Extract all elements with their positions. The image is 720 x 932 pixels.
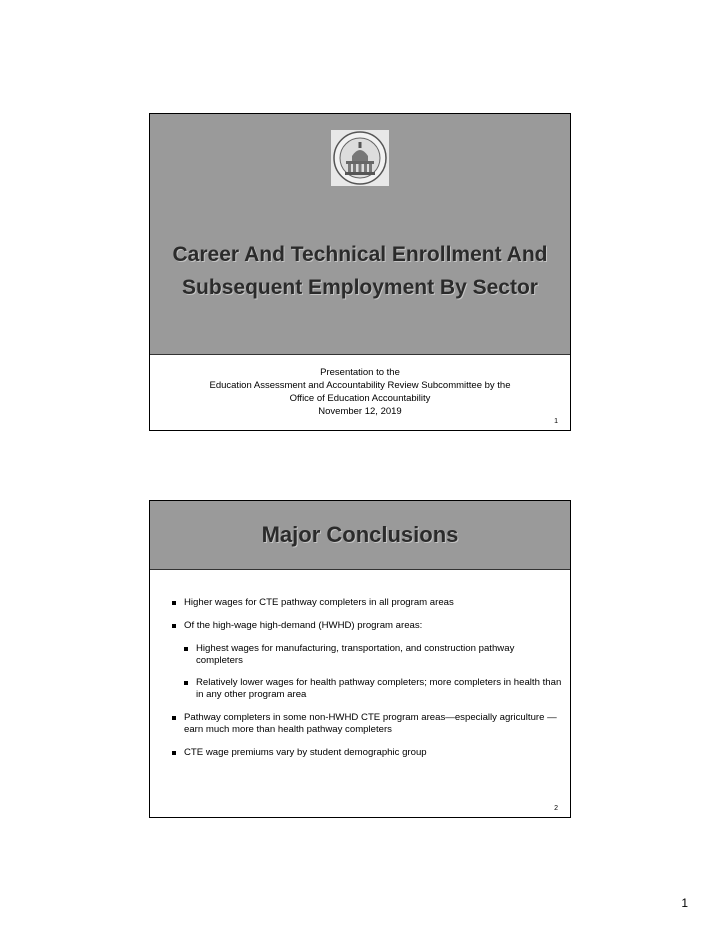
capitol-seal-icon <box>331 130 389 186</box>
bullet-text: Pathway completers in some non-HWHD CTE program areas—especially agriculture —earn much more than health pathway completers <box>184 712 557 735</box>
slide-1-page-number: 1 <box>554 418 558 425</box>
slide-1-title-line-2: Subsequent Employment By Sector <box>182 276 538 299</box>
slide-2-title-band <box>150 501 570 570</box>
bullet-text: CTE wage premiums vary by student demographic group <box>184 747 427 758</box>
slide-1 <box>149 113 571 431</box>
slide-2 <box>149 500 571 818</box>
subtitle-line: November 12, 2019 <box>318 406 402 417</box>
list-item <box>172 712 562 736</box>
slide-1-title-band <box>150 114 570 355</box>
slide-1-subtitle <box>150 366 570 418</box>
subtitle-line: Education Assessment and Accountability Review Subcommittee by the <box>209 380 511 391</box>
sub-list-item <box>184 677 562 701</box>
slide-2-page-number: 2 <box>554 805 558 812</box>
sub-bullet-text: Relatively lower wages for health pathway completers; more completers in health than in any other program area <box>196 677 562 700</box>
list-item <box>172 597 562 609</box>
slide-1-title <box>150 238 570 304</box>
slide-1-title-line-1: Career And Technical Enrollment And <box>172 243 548 266</box>
sub-list-item <box>184 643 562 667</box>
sub-bullet-text: Highest wages for manufacturing, transportation, and construction pathway completers <box>196 643 515 666</box>
conclusions-list <box>172 597 562 770</box>
subtitle-line: Office of Education Accountability <box>289 393 431 404</box>
bullet-text: Of the high-wage high-demand (HWHD) program areas: <box>184 620 423 631</box>
slide-2-title: Major Conclusions <box>261 522 459 547</box>
list-item <box>172 620 562 701</box>
bullet-text: Higher wages for CTE pathway completers in all program areas <box>184 597 454 608</box>
subtitle-line: Presentation to the <box>320 367 400 378</box>
sub-list <box>184 643 562 701</box>
sheet-page-number: 1 <box>681 896 688 910</box>
list-item <box>172 747 562 759</box>
